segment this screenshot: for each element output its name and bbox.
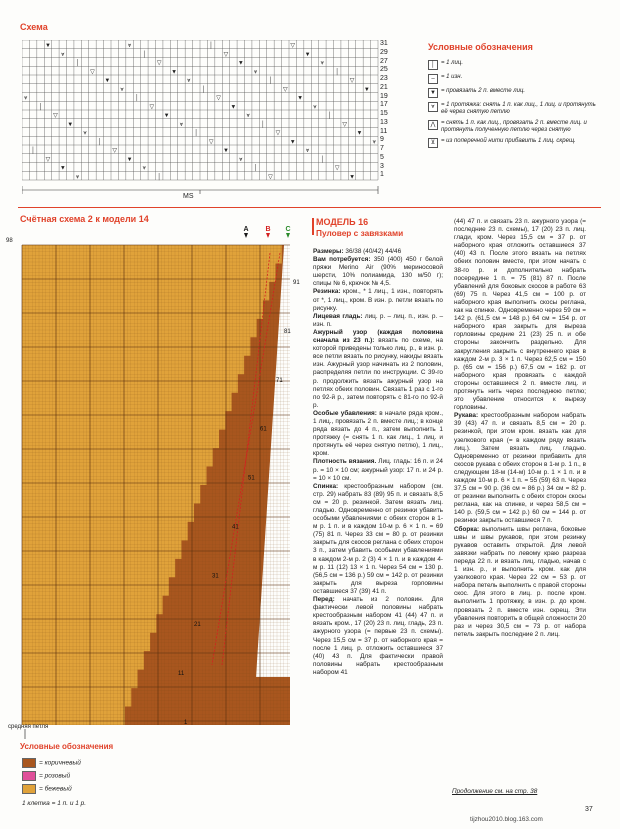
scheme-symbol: ▼	[297, 95, 304, 102]
legend-text: = провязать 2 п. вместе лиц.	[441, 88, 526, 94]
col-marker-arrow-icon	[244, 233, 248, 238]
legend-text: = снять 1 п. как лиц., провязать 2 п. вместе лиц. и протянуть полученную петлю через снятую	[441, 120, 587, 133]
scheme-row-number: 1	[380, 171, 384, 179]
legend-text: = 1 изн.	[441, 74, 463, 80]
chart-row-label: 71	[276, 377, 283, 384]
scheme-symbol: ▽	[349, 78, 355, 85]
chart-row-label: 1	[184, 720, 188, 726]
page-number: 37	[585, 806, 593, 813]
model-title: МОДЕЛЬ 16	[316, 217, 369, 227]
scheme-symbol: ▽	[342, 121, 347, 128]
scheme-symbol: ⩔	[313, 104, 317, 111]
chart-row-label: 21	[194, 622, 201, 629]
scheme-symbol: ▼	[126, 156, 133, 163]
scheme-symbol: │	[209, 43, 213, 50]
legend-text: = 1 протяжка: снять 1 п. как лиц., 1 лиц. и протянуть её через снятую петлю	[441, 102, 596, 115]
scheme-symbol: │	[75, 60, 80, 67]
legend-item	[428, 60, 598, 70]
legend-symbol-icon: ⋀	[428, 120, 438, 130]
stitch-scheme	[22, 40, 394, 210]
legend-symbol-icon: │	[428, 60, 438, 70]
scheme-row-number: 25	[380, 66, 388, 74]
legend-symbol-icon: –	[428, 74, 438, 84]
scheme-row-number: 17	[380, 101, 388, 109]
scheme-symbol: ▼	[104, 78, 111, 85]
chart2-legend	[22, 758, 81, 797]
legend-symbol-icon: ⩔	[428, 102, 438, 112]
paragraph: Перед: начать из 2 половин. Для фактически левой половины набрать крестообразным набором 41 (44) 47 п. и вязать кром., 17 (20) 23 п. лиц. гладь, 23 п. ажурного узора (= первые 23 п. схемы). Через 15,5 см = 37 р. от наборного края = после 1 лиц. р. отложить оставшиеся 37 (40) 43 п. Для фактически правой половины набрать крестообразным набором 41	[313, 596, 443, 676]
scheme-symbol: ▼	[44, 43, 51, 50]
scheme-row-number: 3	[380, 162, 384, 170]
scheme-symbol: │	[31, 148, 35, 155]
paragraph: Рукава: крестообразным набором набрать 39 (43) 47 п. и связать 8,5 см = 20 р. резинкой, при этом кром. вязать как для узелкового края (= в каждом ряду вязать лиц.). Затем вязать лиц. гладью. Одновременно от резинки прибавить для скосов рукава с обеих сторон в 1-м р. 1 п., в следующем 18-м (14-м) 10-м р. 1 × 1 п. и в каждом 10-м р. 6 × 1 п. = 55 (59) 63 п. Через 37,5 см = 90 р. (36 см = 86 р.) 34 см = 82 р. от резинки выполнить с обеих сторон скосы реглана, как на спинке, и через 58,5 см = 140 р. (59,5 см = 142 р.) 60 см = 144 р. от резинки закрыть оставшиеся 7 п.	[454, 412, 586, 525]
paragraph: Размеры: 36/38 (40/42) 44/46	[313, 248, 402, 255]
scheme-symbol: ▼	[67, 121, 74, 128]
color-swatch	[22, 758, 36, 768]
chart-row-label: 91	[293, 280, 300, 286]
scheme-symbol: ▽	[112, 148, 118, 155]
scheme-symbol: ▽	[45, 156, 51, 163]
text-column-2	[454, 218, 586, 639]
scheme-row-number: 13	[380, 118, 388, 126]
chart-row-label: 61	[260, 426, 267, 433]
scheme-symbol: │	[327, 113, 332, 120]
scheme-symbol: ⩔	[372, 139, 376, 146]
scheme-symbol: ▽	[223, 51, 229, 58]
scheme-symbol: ⩔	[142, 165, 147, 172]
section-divider	[18, 207, 601, 208]
scheme-symbol: │	[320, 156, 325, 163]
scheme-symbol: ▽	[282, 86, 288, 93]
scheme-row-number: 15	[380, 110, 388, 117]
scheme-symbol: ⩔	[61, 51, 65, 58]
scheme-symbol: ▽	[334, 165, 340, 172]
scheme-row-number: 21	[380, 83, 388, 91]
scheme-symbol: ⩔	[320, 60, 325, 67]
scheme-symbol: │	[335, 69, 340, 76]
scheme-symbol: ⩔	[120, 86, 124, 93]
chart2-title: Счётная схема 2 к модели 14	[20, 214, 149, 224]
legend-item	[428, 120, 598, 134]
scheme-symbol: ▽	[53, 113, 58, 120]
scheme-title: Схема	[20, 22, 48, 32]
scheme-symbol: ▽	[216, 95, 221, 102]
scheme-symbol: ⩔	[253, 69, 258, 76]
scheme-symbol: ⩔	[83, 130, 87, 137]
ms-label: MS	[183, 193, 194, 200]
chart-row-label: 41	[232, 524, 239, 531]
chart-row-label: 81	[284, 328, 291, 335]
chart-row-label: 51	[248, 475, 255, 482]
color-swatch	[22, 784, 36, 794]
chart2-row-98: 98	[6, 238, 13, 244]
scheme-row-number: 9	[380, 136, 384, 144]
color-chart	[0, 222, 300, 742]
col-marker: C	[285, 226, 291, 233]
color-swatch	[22, 771, 36, 781]
scheme-symbol: ▽	[90, 69, 95, 76]
scheme-symbol: ⩔	[305, 148, 310, 155]
legend-symbol-icon: ▼	[428, 88, 438, 98]
legend-text: = 1 лиц.	[441, 60, 463, 66]
scheme-symbol: ▽	[149, 104, 155, 111]
legend-symbol-icon: ⊻	[428, 138, 438, 148]
scheme-symbol: ▼	[304, 51, 311, 58]
paragraph: Плотность вязания. Лиц. гладь: 16 п. и 24 р. = 10 × 10 см; ажурный узор: 17 п. и 24 р. = 10 × 10 см.	[313, 458, 443, 482]
paragraph: Спинка: крестообразным набором (см. стр. 29) набрать 83 (89) 95 п. и связать 8,5 см = 20 р. резинкой. Затем вязать лиц. гладью. Одновременно от резинки убавить особыми убавлениями с обеих сторон в 1-м р. 1 п. и в каждом 10-м р. 6 × 1 п. = 69 (75) 81 п. Через 33 см = 80 р. от резинки закрыть для скосов реглана с обеих сторон 3 п., затем убавить особыми убавлениями в каждом 2-м р. 2 (3) 4 × 1 п. и в каждом 4-м р. 11 (12) 13 × 1 п. Через 54 см = 130 р. (56,5 см = 136 р.) 59 см = 142 р. от резинки закрыть для выреза горловины оставшиеся 37 (39) 41 п.	[313, 482, 443, 595]
scheme-symbol: ⩔	[24, 95, 28, 102]
color-legend-item: = коричневый	[22, 758, 81, 768]
color-legend-item: = розовый	[22, 771, 81, 781]
legend-text: = из поперечной нити прибавить 1 лиц. скрещ.	[441, 138, 576, 144]
legend-item	[428, 102, 598, 116]
continued-note[interactable]: Продолжение см. на стр. 38	[452, 788, 538, 795]
scheme-symbol: │	[268, 78, 273, 85]
scheme-row-number: 23	[380, 75, 388, 82]
scheme-row-number: 11	[380, 127, 388, 135]
scheme-symbol: ▼	[363, 86, 370, 93]
scheme-row-number: 19	[380, 92, 388, 100]
scheme-symbol: │	[142, 51, 147, 58]
scheme-symbol: ▽	[268, 174, 273, 181]
col-marker-arrow-icon	[266, 233, 270, 238]
col-marker-arrow-icon	[286, 233, 290, 238]
scheme-row-number: 27	[380, 57, 388, 65]
legend-item	[428, 138, 598, 148]
scheme-symbol: ⩔	[246, 113, 250, 120]
scheme-symbol: ▼	[222, 148, 229, 155]
scheme-symbol: ⩔	[127, 43, 132, 50]
chart-row-label: 31	[212, 573, 219, 580]
scheme-symbol: ▼	[230, 104, 237, 111]
scheme-symbol: ▼	[171, 69, 178, 76]
scheme-symbol: ▼	[163, 113, 170, 120]
paragraph: Резинка: кром., * 1 лиц., 1 изн., повторять от *, 1 лиц., кром. В изн. р. петли вязать по рисунку.	[313, 288, 443, 312]
text-column-1	[313, 248, 443, 677]
col-marker: A	[243, 226, 249, 233]
paragraph: Ажурный узор (каждая половина сначала из 23 п.): вязать по схеме, на которой приведены только лиц. р., в изн. р. все петли вязать по рисунку, накиды вязать изн. Ажурный узор начинать из 2 половин, распределяя петли по инструкции. С 39-го р. продолжить вязать ажурный узор на петлях обеих половин. Связать 1 раз с 1-го по 92-й р., затем повторять с 81-го по 92-й р.	[313, 328, 443, 409]
paragraph: Особые убавления: в начале ряда кром., 1 лиц., провязать 2 п. вместе лиц.; в конце ряда вязать до 4 п., затем выполнить 1 протяжку (= снять 1 п. как лиц., 1 лиц. и протянуть её через снятую петлю), 1 лиц., кром.	[313, 409, 443, 458]
scheme-row-number: 29	[380, 48, 388, 56]
scheme-symbol: ▼	[356, 130, 363, 137]
scheme-symbol: ▼	[59, 165, 66, 172]
color-legend-item: = бежевый	[22, 784, 81, 794]
legend-item	[428, 74, 598, 84]
site-watermark: tijzhou2010.blog.163.com	[470, 816, 543, 823]
scheme-symbol: │	[253, 165, 258, 172]
paragraph: Лицевая гладь: лиц. р. – лиц. п., изн. р. – изн. п.	[313, 312, 444, 328]
legend-title: Условные обозначения	[428, 42, 533, 52]
paragraph: (44) 47 п. и связать 23 п. ажурного узора (= последние 23 п. схемы), 17 (20) 23 п. лиц. глади, кром. Через 15,5 см = 37 р. от наборного края отложить оставшиеся 37 (40) 43 п. После этого вязать на петлях обеих половин вместе, при этом начать с 38-го р. и дополнительно набрать посередине 1 п. = 75 (81) 87 п. После убавлений для боковых скосов в работе 63 (69) 75 п. Через 41,5 см = 100 р. от наборного края выполнить скосы реглана, как на спинке. Одновременно через 59 см = 142 р. (61,5 см = 148 р.) 64 см = 154 р. от наборного края закрыть для выреза горловины средние 21 (23) 25 п. и обе стороны закончить раздельно. Для закругления закрыть с внутреннего края в каждом 2-м р. 3 × 1 п. Через 62,5 см = 150 р. (65 см = 156 р.) 67,5 см = 162 р. от наборного края провязать с каждой стороны оставшиеся 2 п. вместе лиц. и протянуть нить через последнюю петлю; это убавление относится к вырезу горловины.	[454, 218, 586, 412]
legend-item	[428, 88, 598, 98]
scheme-symbol: │	[135, 95, 139, 102]
scheme-symbol: ⩔	[75, 174, 80, 181]
scheme-symbol: ▼	[237, 60, 244, 67]
chart2-footnote: 1 клетка = 1 п. и 1 р.	[22, 800, 87, 807]
model-subtitle: Пуловер с завязками	[316, 228, 404, 238]
legend-list	[428, 60, 598, 152]
chart2-legend-title: Условные обозначения	[20, 742, 114, 751]
scheme-symbol: │	[98, 139, 102, 146]
scheme-symbol: │	[201, 86, 206, 93]
scheme-row-number: 7	[380, 145, 384, 152]
scheme-symbol: ▽	[156, 60, 162, 67]
scheme-symbols	[24, 41, 377, 180]
paragraph: Сборка: выполнить швы реглана, боковые швы и швы рукавов, при этом резинку рукавов оставить открытой. Для левой завязки набрать по левому краю разреза переда 22 п. и вязать лиц. гладью, начав с 1 изн. р., и выполнить кром. как для узелкового края. Через 22 см = 53 р. от набора петель выполнить с правой стороны скос. Для этого в лиц. р. после кром. выполнить 1 протяжку, в изн. р. до кром. провязать 2 п. вместе изн. скрещ. Эти убавления повторить в общей сложности 20 раз и через 30,5 см = 73 р. от набора петель закрыть последние 2 п. лиц.	[454, 525, 586, 638]
scheme-symbol: ▽	[275, 130, 281, 137]
scheme-row-number: 31	[380, 40, 388, 47]
scheme-symbol: ▽	[208, 139, 214, 146]
scheme-symbol: ▼	[289, 139, 296, 146]
paragraph: Вам потребуется: 350 (400) 450 г белой пряжи Merino Air (90% мериносовой шерсти, 10% полиамида, 130 м/50 г); спицы № 6, крючок № 4,5.	[313, 256, 443, 288]
scheme-symbol: ▽	[290, 43, 296, 50]
scheme-symbol: ⩔	[187, 78, 191, 85]
col-marker: B	[265, 226, 271, 233]
scheme-symbol: │	[157, 174, 162, 181]
scheme-symbol: │	[194, 130, 199, 137]
scheme-symbol: │	[38, 104, 43, 111]
scheme-row-number: 5	[380, 153, 384, 161]
scheme-symbol: ⩔	[179, 121, 184, 128]
mid-loop-label: средняя петля	[8, 724, 49, 730]
chart-row-label: 11	[178, 671, 185, 678]
scheme-symbol: ⩔	[239, 156, 243, 163]
scheme-symbol: │	[261, 121, 265, 128]
scheme-symbol: ▼	[349, 174, 356, 181]
